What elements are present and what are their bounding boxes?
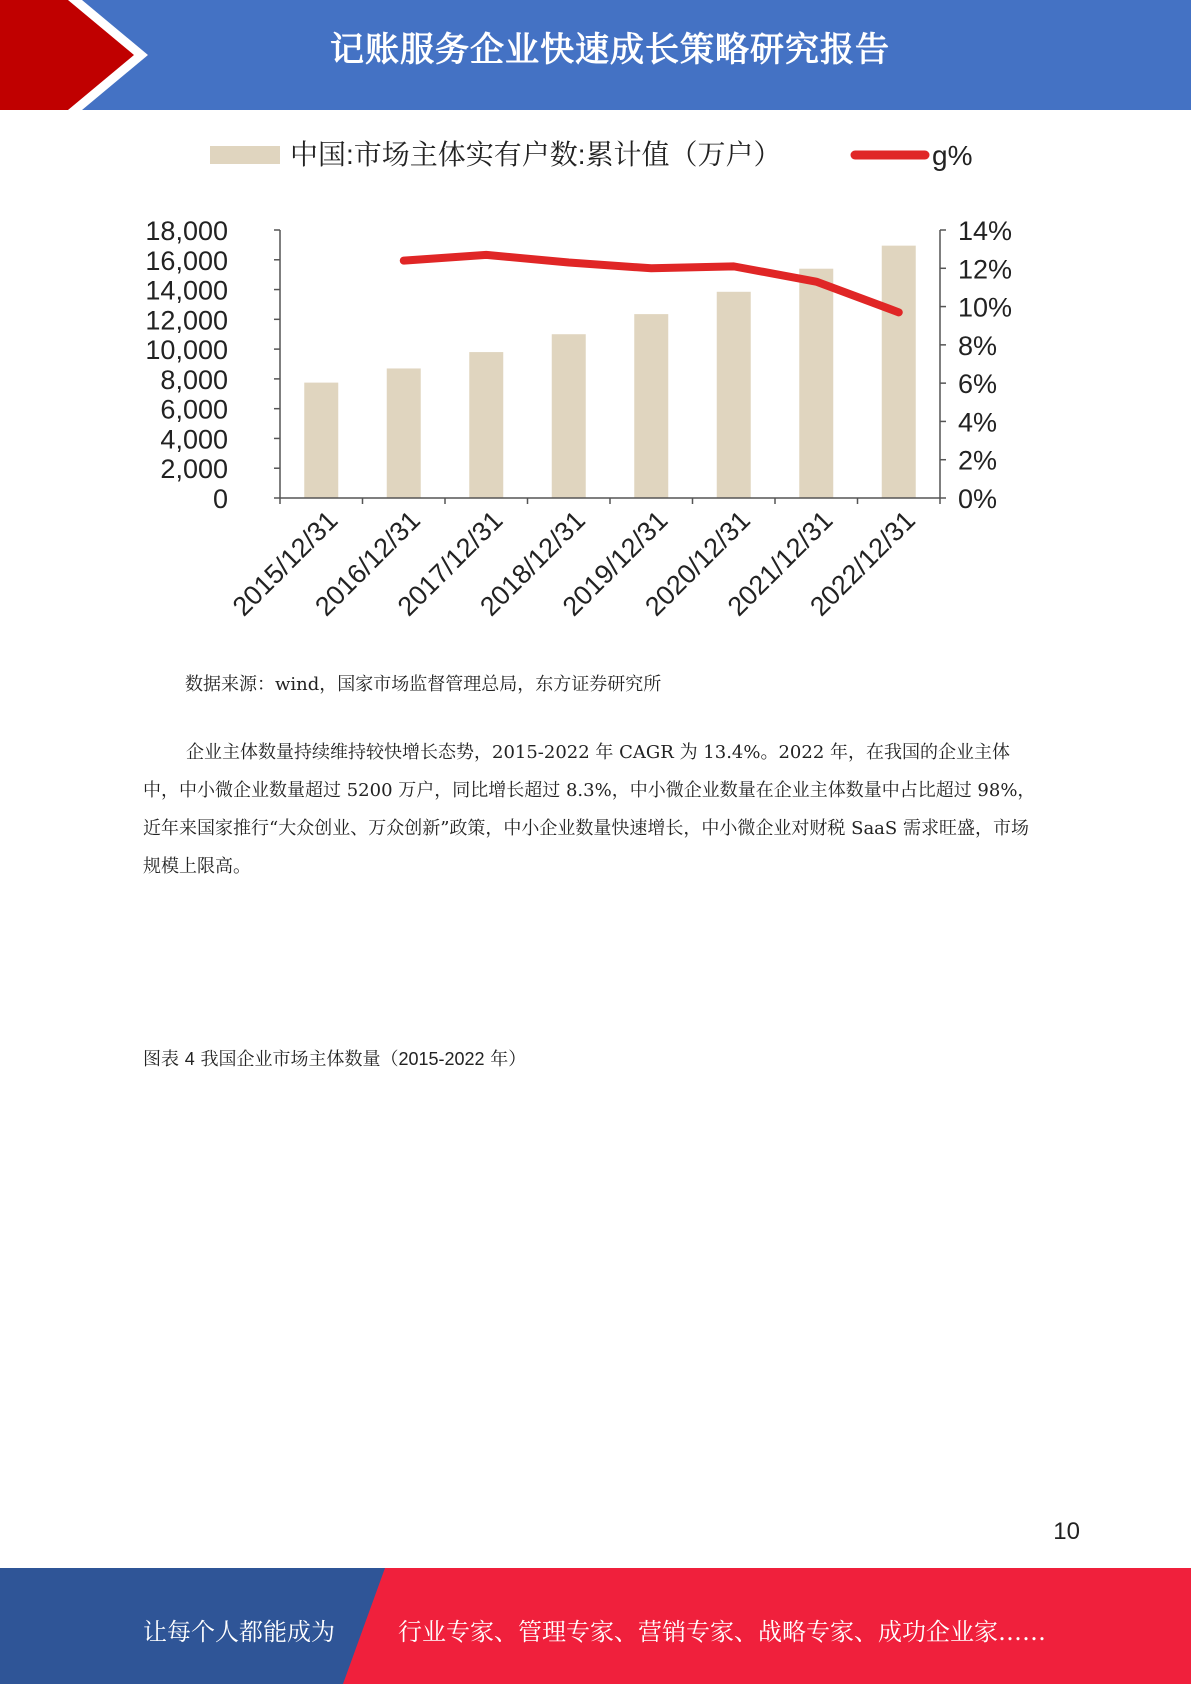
bar-2016/12/31 xyxy=(387,368,421,498)
report-title: 记账服务企业快速成长策略研究报告 xyxy=(330,30,890,70)
body-paragraph xyxy=(143,734,1043,886)
paragraph-text: 企业主体数量持续维持较快增长态势，2015-2022 年 CAGR 为 13.4%。2022 年，在我国的企业主体中，中小微企业数量超过 5200 万户，同比增长超过 8.3%，中小微企业数量在企业主体数量中占比超过 98%，近年来国家推行“大众创业、万众创新”政策，中小企业数量快速增长，中小微企业对财税 SaaS 需求旺盛，市场规模上限高。 xyxy=(143,742,1036,877)
bar-2019/12/31 xyxy=(634,314,668,498)
x-tick-label: 2019/12/31 xyxy=(556,505,674,622)
bar-2020/12/31 xyxy=(717,292,751,498)
figure-title-years: 2015-2022 xyxy=(398,1049,485,1069)
x-tick-label: 2017/12/31 xyxy=(391,505,509,622)
left-tick-label: 10,000 xyxy=(145,335,228,366)
header-banner xyxy=(0,0,1191,110)
right-tick-label: 0% xyxy=(958,484,998,514)
footer-slogan-right: 行业专家、管理专家、营销专家、战略专家、成功企业家…… xyxy=(398,1618,1046,1646)
page-number: 10 xyxy=(1053,1518,1080,1545)
right-tick-label: 10% xyxy=(958,292,1013,323)
left-tick-label: 6,000 xyxy=(160,394,228,425)
left-tick-label: 0 xyxy=(212,484,228,514)
right-tick-label: 2% xyxy=(958,445,998,476)
bar-2017/12/31 xyxy=(469,352,503,498)
bar-2018/12/31 xyxy=(552,334,586,498)
bar-2022/12/31 xyxy=(882,246,916,498)
legend-line-label: g% xyxy=(932,140,973,171)
bar-2015/12/31 xyxy=(304,383,338,498)
x-tick-label: 2015/12/31 xyxy=(226,505,344,622)
chart-source-note: 数据来源：wind，国家市场监督管理总局，东方证券研究所 xyxy=(185,674,662,695)
x-tick-label: 2022/12/31 xyxy=(804,505,921,622)
figure-title-text: 我国企业市场主体数量（ xyxy=(194,1049,399,1070)
chart-svg xyxy=(140,138,1040,658)
legend-bar-swatch xyxy=(210,146,280,164)
right-tick-label: 6% xyxy=(958,369,998,400)
x-tick-label: 2016/12/31 xyxy=(309,505,426,622)
right-tick-label: 12% xyxy=(958,254,1013,285)
left-tick-label: 18,000 xyxy=(145,216,228,246)
header-chevron-decoration xyxy=(0,0,160,110)
left-tick-label: 8,000 xyxy=(160,364,228,395)
left-tick-label: 14,000 xyxy=(145,275,228,306)
figure-title xyxy=(143,1045,526,1071)
right-tick-label: 8% xyxy=(958,330,998,361)
right-tick-label: 4% xyxy=(958,407,998,438)
figure-title-suffix: 年） xyxy=(484,1049,527,1070)
footer-slogan-left: 让每个人都能成为 xyxy=(143,1618,335,1646)
x-tick-label: 2020/12/31 xyxy=(639,505,756,622)
bar-2021/12/31 xyxy=(799,269,833,498)
left-tick-label: 4,000 xyxy=(160,424,228,455)
figure-title-num: 4 xyxy=(184,1049,195,1069)
left-tick-label: 16,000 xyxy=(145,245,228,276)
right-tick-label: 14% xyxy=(958,216,1013,246)
x-tick-label: 2018/12/31 xyxy=(474,505,591,622)
legend-bar-label: 中国:市场主体实有户数:累计值（万户） xyxy=(290,139,782,170)
market-entity-chart xyxy=(140,138,1040,658)
figure-title-prefix: 图表 xyxy=(143,1049,185,1070)
left-tick-label: 12,000 xyxy=(145,305,228,336)
left-tick-label: 2,000 xyxy=(160,454,228,485)
x-tick-label: 2021/12/31 xyxy=(721,505,839,622)
